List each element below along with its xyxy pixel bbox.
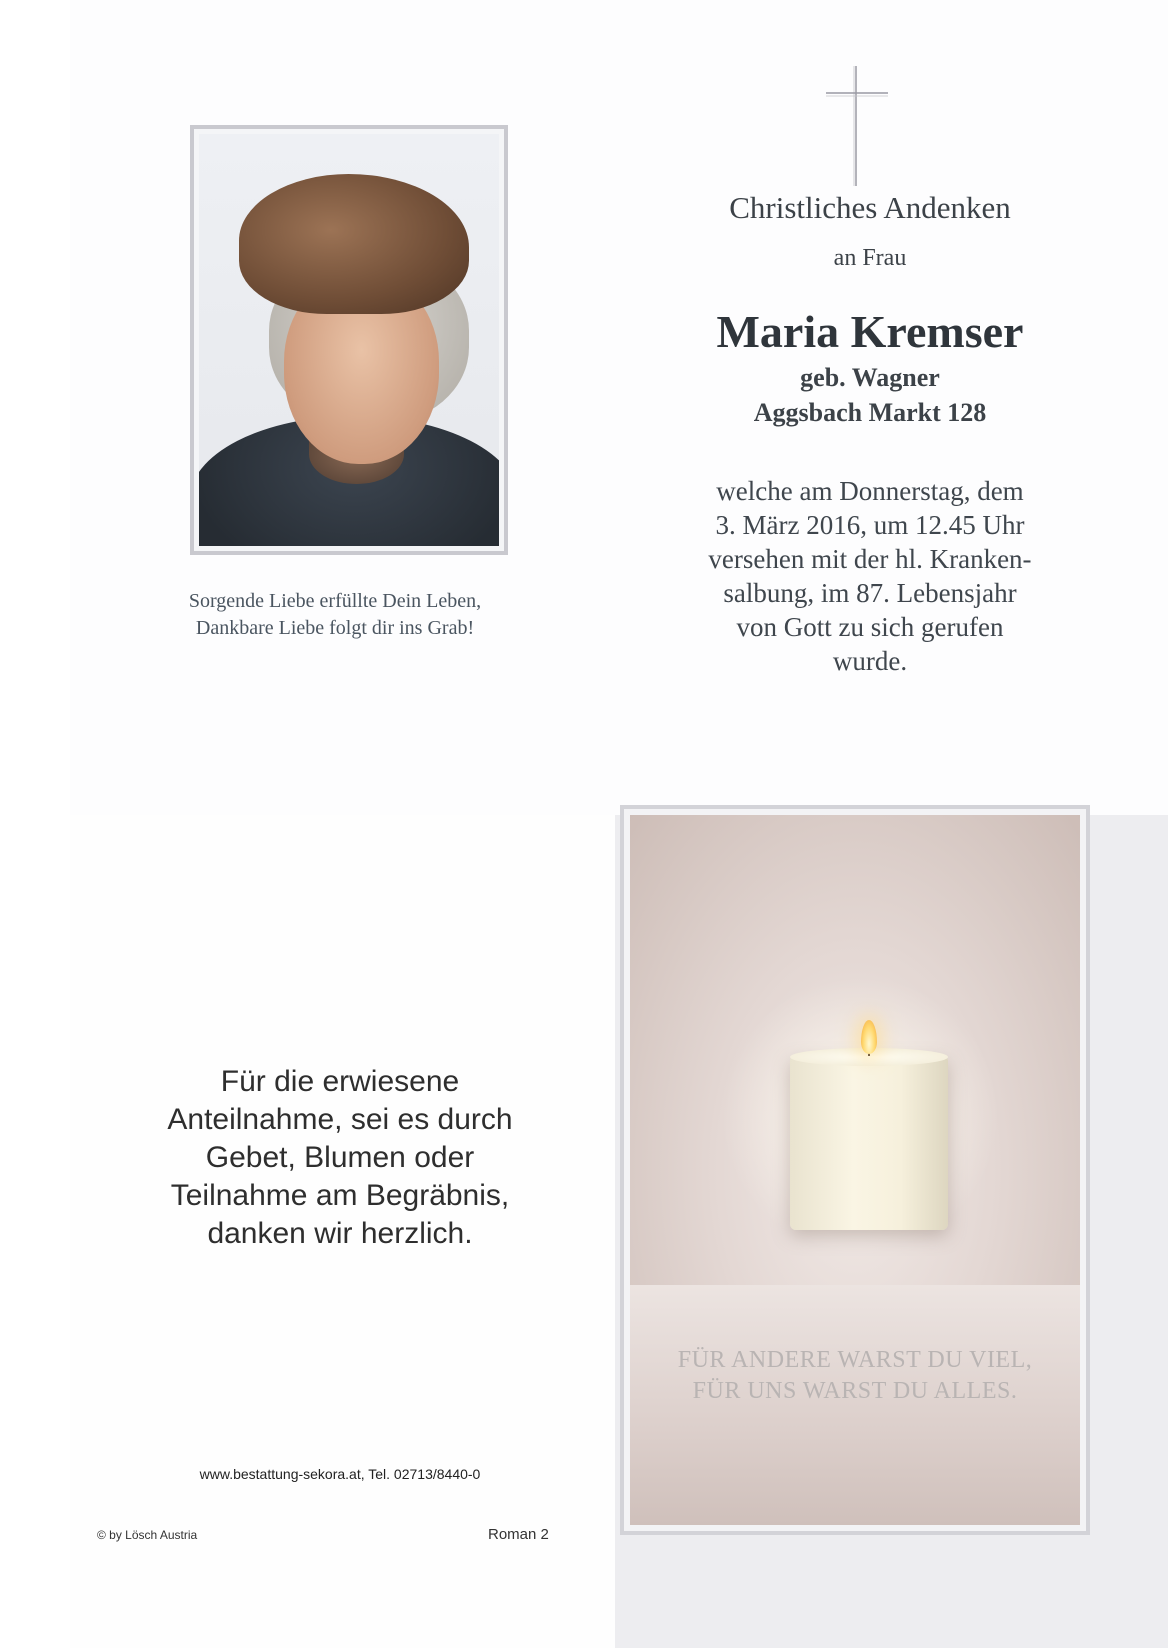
- copyright-note: © by Lösch Austria: [97, 1528, 198, 1542]
- candle-picture-frame: [620, 805, 1090, 1535]
- maiden-name: geb. Wagner: [800, 363, 940, 392]
- funeral-home-contact: www.bestattung-sekora.at, Tel. 02713/8440-0: [199, 1466, 481, 1482]
- slogan-line: FÜR UNS WARST DU ALLES.: [692, 1378, 1018, 1404]
- candle-slogan: [630, 1345, 1080, 1407]
- death-announcement: [660, 474, 1080, 678]
- announcement-line: wurde.: [832, 646, 908, 676]
- thanks-line: danken wir herzlich.: [207, 1217, 473, 1250]
- verse-line-2: Dankbare Liebe folgt dir ins Grab!: [195, 617, 475, 639]
- salutation: an Frau: [833, 245, 907, 271]
- thanks-line: Teilnahme am Begräbnis,: [170, 1179, 510, 1212]
- thanks-line: Anteilnahme, sei es durch: [167, 1103, 513, 1136]
- cross-bar-icon: [826, 90, 888, 98]
- portrait-photo-frame: [190, 125, 508, 555]
- deceased-name: Maria Kremser: [716, 306, 1024, 357]
- announcement-line: salbung, im 87. Lebensjahr: [723, 578, 1017, 608]
- announcement-line: welche am Donnerstag, dem: [716, 476, 1024, 506]
- announcement-line: von Gott zu sich gerufen: [736, 612, 1004, 642]
- verse-line-1: Sorgende Liebe erfüllte Dein Leben,: [188, 590, 482, 612]
- announcement-line: 3. März 2016, um 12.45 Uhr: [715, 510, 1025, 540]
- candle-picture: [630, 815, 1080, 1525]
- slogan-line: FÜR ANDERE WARST DU VIEL,: [677, 1347, 1033, 1373]
- design-name: Roman 2: [488, 1526, 549, 1543]
- announcement-line: versehen mit der hl. Kranken-: [708, 544, 1032, 574]
- memorial-heading: Christliches Andenken: [729, 190, 1011, 225]
- thanks-line: Für die erwiesene: [220, 1065, 460, 1098]
- portrait-photo: [199, 134, 499, 546]
- thank-you-message: [120, 1063, 560, 1253]
- cross-icon: [852, 66, 860, 186]
- residence-address: Aggsbach Markt 128: [753, 398, 987, 427]
- candle-icon: [790, 1055, 948, 1230]
- thanks-line: Gebet, Blumen oder: [205, 1141, 475, 1174]
